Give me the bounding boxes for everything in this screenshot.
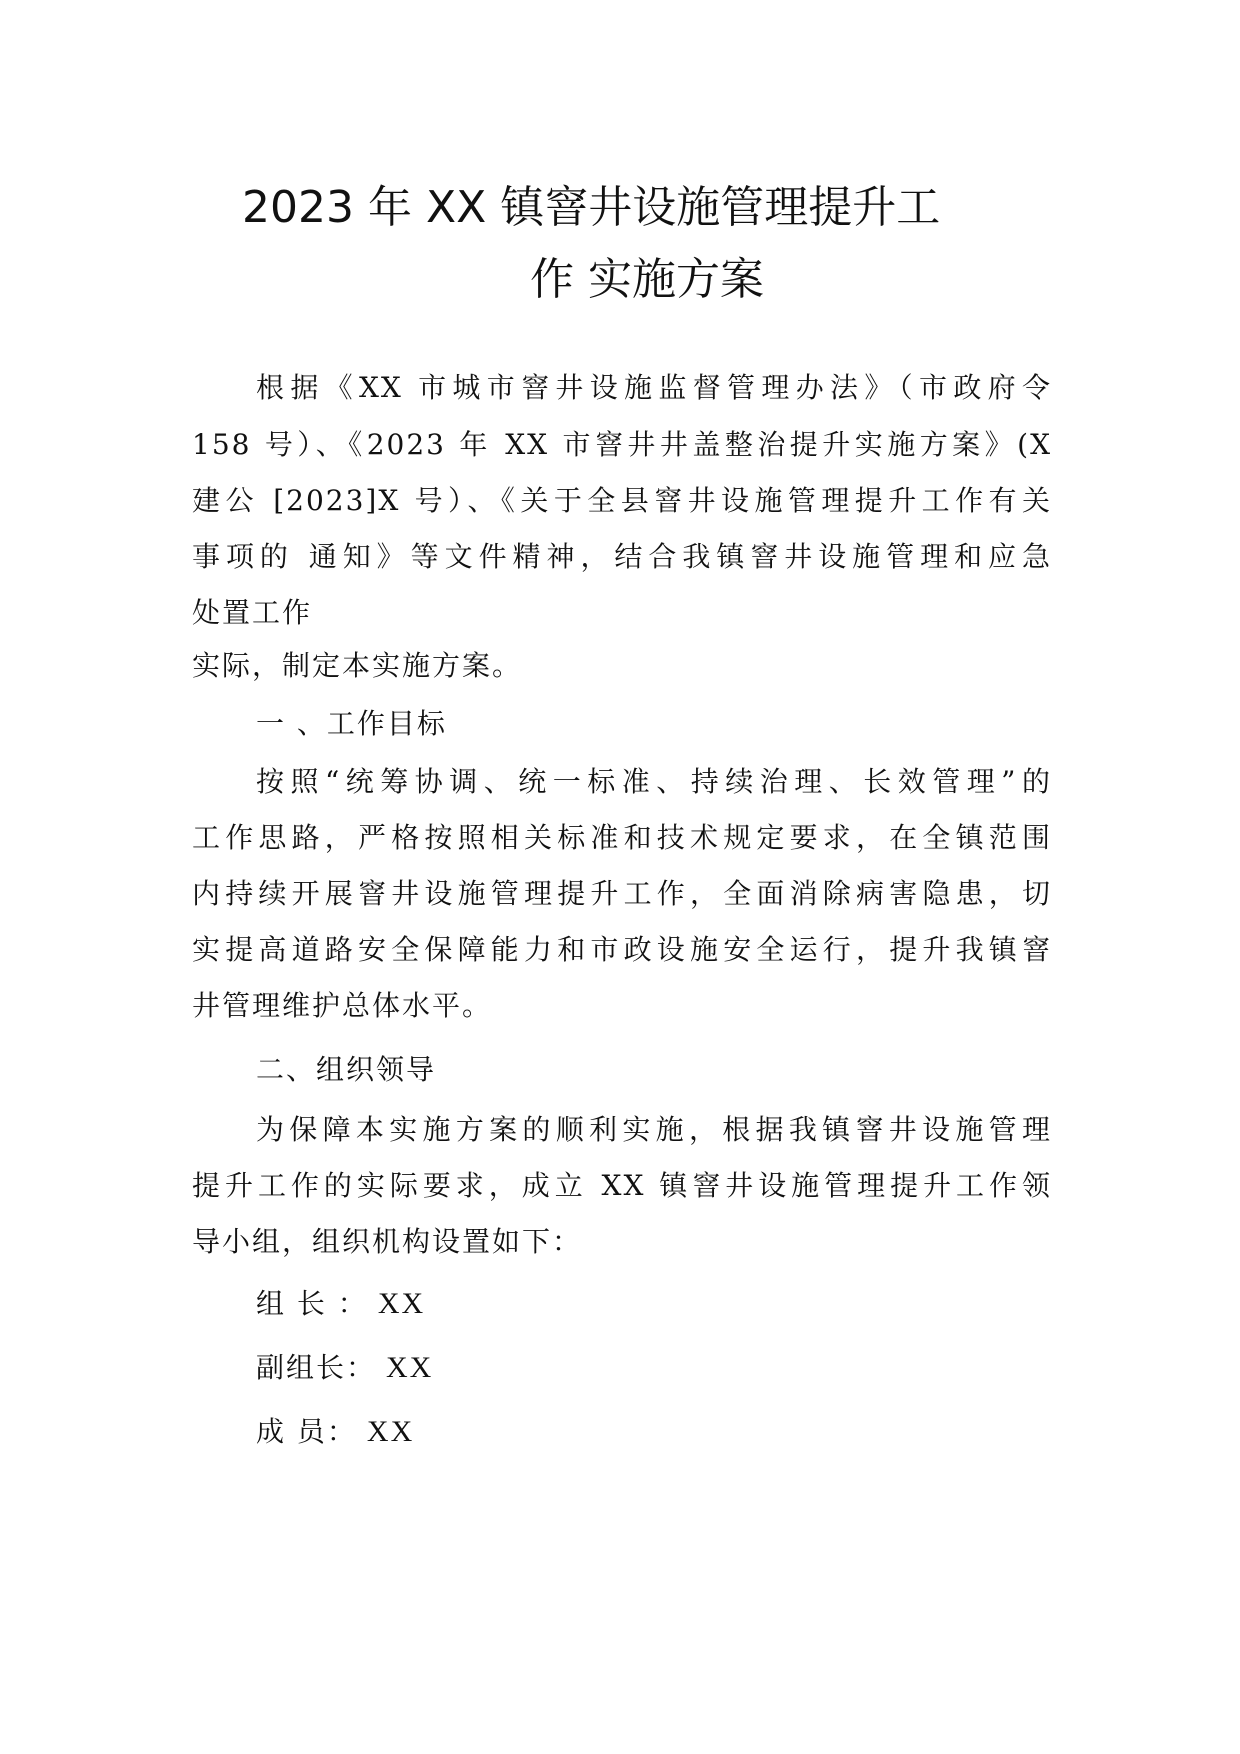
section1-line-1: 按照“统筹协调、统一标准、持续治理、长效管理”的 xyxy=(256,765,1052,798)
document-title-line-1: 2023 年 XX 镇窨井设施管理提升工 xyxy=(242,182,941,233)
section2-line-3: 导小组，组织机构设置如下： xyxy=(192,1225,583,1258)
member-row-members xyxy=(256,1412,414,1452)
section-heading-work-goals: 一 、工作目标 xyxy=(256,707,447,740)
intro-line-1: 根据《XX 市城市窨井设施监督管理办法》（市政府令 xyxy=(256,371,1052,404)
section1-line-2: 工作思路，严格按照相关标准和技术规定要求，在全镇范围 xyxy=(192,821,1052,854)
member-name-deputy-leader: XX xyxy=(386,1351,434,1384)
intro-line-4: 事项的 通知》等文件精神，结合我镇窨井设施管理和应急 xyxy=(192,540,1052,573)
document-title-line-2: 作 实施方案 xyxy=(530,254,764,305)
section1-line-4: 实提高道路安全保障能力和市政设施安全运行，提升我镇窨 xyxy=(192,933,1052,966)
section1-line-5: 井管理维护总体水平。 xyxy=(192,989,493,1022)
intro-line-5: 处置工作 xyxy=(192,596,313,629)
intro-line-3: 建公 [2023]X 号）、《关于全县窨井设施管理提升工作有关 xyxy=(192,484,1052,517)
section2-line-1: 为保障本实施方案的顺利实施，根据我镇窨井设施管理 xyxy=(256,1113,1052,1146)
member-row-leader xyxy=(256,1284,425,1324)
section1-line-3: 内持续开展窨井设施管理提升工作，全面消除病害隐患，切 xyxy=(192,877,1052,910)
member-row-deputy-leader xyxy=(256,1348,433,1388)
intro-line-2: 158 号）、《2023 年 XX 市窨井井盖整治提升实施方案》(X xyxy=(192,428,1052,461)
member-name-members: XX xyxy=(366,1415,415,1448)
section2-line-2: 提升工作的实际要求，成立 XX 镇窨井设施管理提升工作领 xyxy=(192,1169,1052,1202)
member-role-members: 成 员： xyxy=(256,1415,357,1448)
section-heading-organization: 二、组织领导 xyxy=(256,1053,437,1086)
member-role-leader: 组 长 ： xyxy=(256,1287,368,1320)
member-name-leader: XX xyxy=(377,1287,426,1320)
member-role-deputy-leader: 副组长： xyxy=(256,1351,377,1384)
intro-line-6: 实际，制定本实施方案。 xyxy=(192,649,523,682)
